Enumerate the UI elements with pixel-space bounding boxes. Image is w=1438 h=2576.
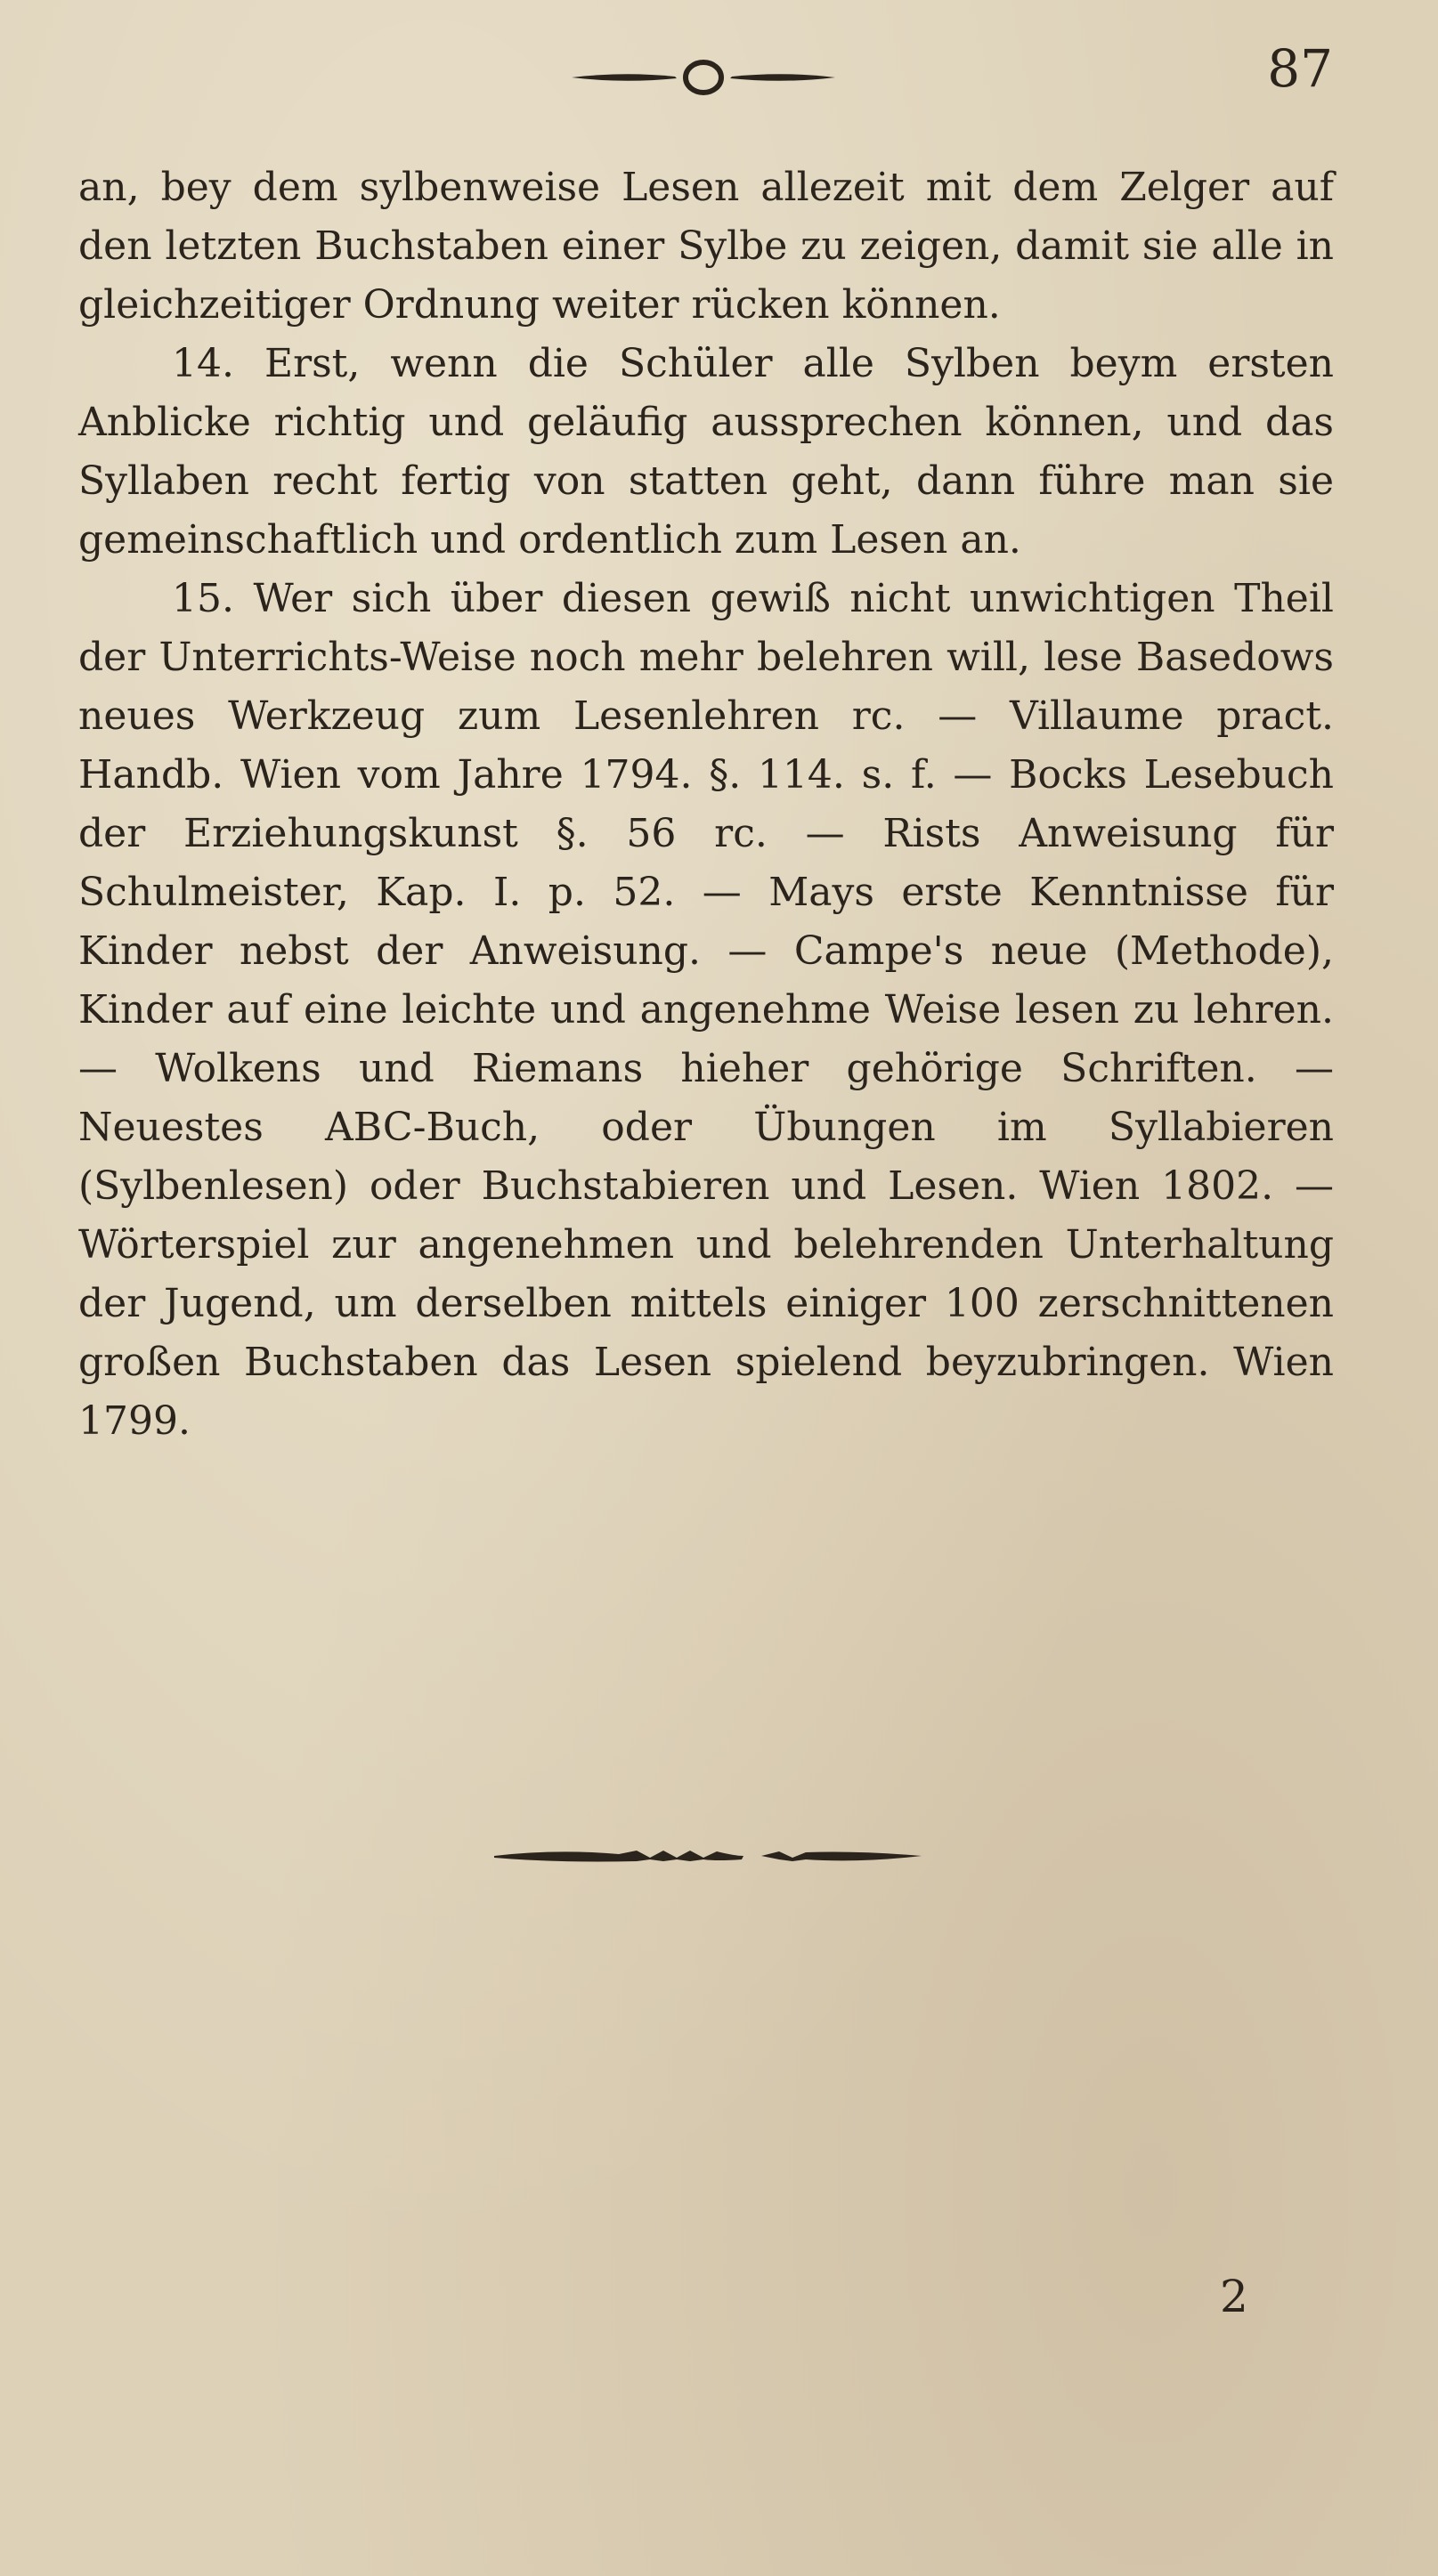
page-number: 87 <box>1267 38 1333 99</box>
page-header <box>0 36 1438 116</box>
main-text <box>78 158 1334 1451</box>
paragraph-14: 14. Erst, wenn die Schüler alle Sylben beym ersten Anblicke richtig und geläufig aussprechen können, und das Syllaben recht fertig von statten geht, dann führe man sie gemeinschaftlich und ordentlich zum Lesen an. <box>78 341 1334 563</box>
ornamental-rule-icon <box>494 1838 922 1874</box>
ornamental-rule-icon <box>570 55 837 100</box>
paragraph-continuation: an, bey dem sylbenweise Lesen allezeit mit dem Zelger auf den letzten Buchstaben einer Sylbe zu zeigen, damit sie alle in gleichzeitiger Ordnung weiter rücken können. <box>78 165 1334 328</box>
paragraph-15: 15. Wer sich über diesen gewiß nicht unwichtigen Theil der Unterrichts-Weise noch mehr belehren will, lese Basedows neues Werkzeug zum Lesenlehren rc. — Villaume pract. Handb. Wien vom Jahre 1794. §. 114. s. f. — Bocks Lesebuch der Erziehungskunst §. 56 rc. — Rists Anweisung für Schulmeister, Kap. I. p. 52. — Mays erste Kenntnisse für Kinder nebst der Anweisung. — Campe's neue (Methode), Kinder auf eine leichte und angenehme Weise lesen zu lehren. — Wolkens und Riemans hieher gehörige Schriften. — Neuestes ABC-Buch, oder Übungen im Syllabieren (Sylbenlesen) oder Buchstabieren und Lesen. Wien 1802. — Wörterspiel zur angenehmen und belehrenden Unterhaltung der Jugend, um derselben mittels einiger 100 zerschnittenen großen Buchstaben das Lesen spielend beyzubringen. Wien 1799. <box>78 576 1334 1444</box>
catchword: 2 <box>1220 2271 1248 2322</box>
